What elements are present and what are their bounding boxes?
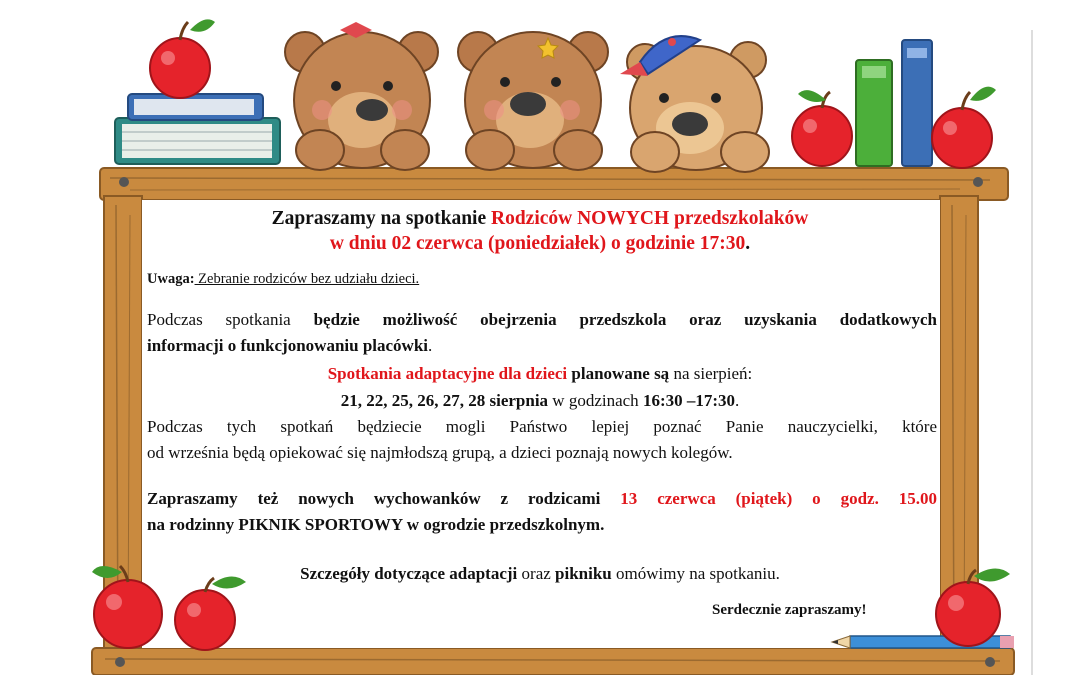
closing-text: Serdecznie zapraszamy! <box>712 602 867 618</box>
apple-icon <box>150 19 215 98</box>
details-and: oraz <box>517 564 556 583</box>
details-adaptation: Szczegóły dotyczące adaptacji <box>300 564 518 583</box>
p1-bold: będzie możliwość obejrzenia przedszkola oraz uzyskania dodatkowych <box>313 310 938 329</box>
note-line <box>147 271 419 288</box>
p1-text: Podczas spotkania <box>147 310 314 329</box>
picnic-line-1 <box>147 489 937 509</box>
adaptation-line <box>0 363 1080 385</box>
title-line-2 <box>0 232 1080 256</box>
title-period: . <box>745 233 751 254</box>
details-line <box>0 563 1080 585</box>
apple-icon <box>792 90 852 166</box>
bear-with-star-icon <box>458 32 608 170</box>
bear-with-bow-icon <box>285 22 438 170</box>
title-text: Zapraszamy na spotkanie <box>271 208 491 229</box>
adaptation-hours-label: w godzinach <box>548 391 643 410</box>
adaptation-dates-line <box>0 390 1080 412</box>
picnic-invite: Zapraszamy też nowych wychowanków z rodzicami <box>147 489 621 508</box>
paragraph-4-line-2: od września będą opiekować się najmłodszą grupą, a dzieci poznają nowych kolegów. <box>147 443 733 462</box>
adaptation-period: . <box>735 391 740 410</box>
adaptation-hours: 16:30 –17:30 <box>642 391 736 410</box>
apple-icon <box>932 87 996 168</box>
adaptation-highlight: Spotkania adaptacyjne dla dzieci <box>327 364 568 383</box>
books-icon <box>856 40 932 166</box>
details-rest: omówimy na spotkaniu. <box>611 564 780 583</box>
p1-period: . <box>428 336 433 355</box>
picnic-line-2: na rodzinny PIKNIK SPORTOWY w ogrodzie przedszkolnym. <box>147 515 605 534</box>
paragraph-4-line-1: Podczas tych spotkań będziecie mogli Państwo lepiej poznać Panie nauczycielki, które <box>147 417 937 436</box>
note-text: Zebranie rodziców bez udziału dzieci. <box>194 271 420 287</box>
p1-bold-2: informacji o funkcjonowaniu placówki <box>147 336 428 355</box>
title-line-1 <box>0 207 1080 231</box>
paragraph-1-line-2 <box>147 336 432 356</box>
adaptation-dates: 21, 22, 25, 26, 27, 28 sierpnia <box>340 391 549 410</box>
meeting-date: w dniu 02 czerwca (poniedziałek) o godzinie 17:30 <box>329 233 746 254</box>
title-highlight: Rodziców NOWYCH przedszkolaków <box>490 208 809 229</box>
details-picnic: pikniku <box>555 564 612 583</box>
paragraph-1-line-1 <box>147 310 937 330</box>
note-label: Uwaga: <box>147 271 195 287</box>
adaptation-planned: planowane są <box>567 364 670 383</box>
bear-with-cap-icon <box>620 36 769 172</box>
books-icon <box>115 94 280 164</box>
adaptation-month: na sierpień: <box>669 364 753 383</box>
picnic-date: 13 czerwca (piątek) o godz. 15.00 <box>620 489 937 508</box>
